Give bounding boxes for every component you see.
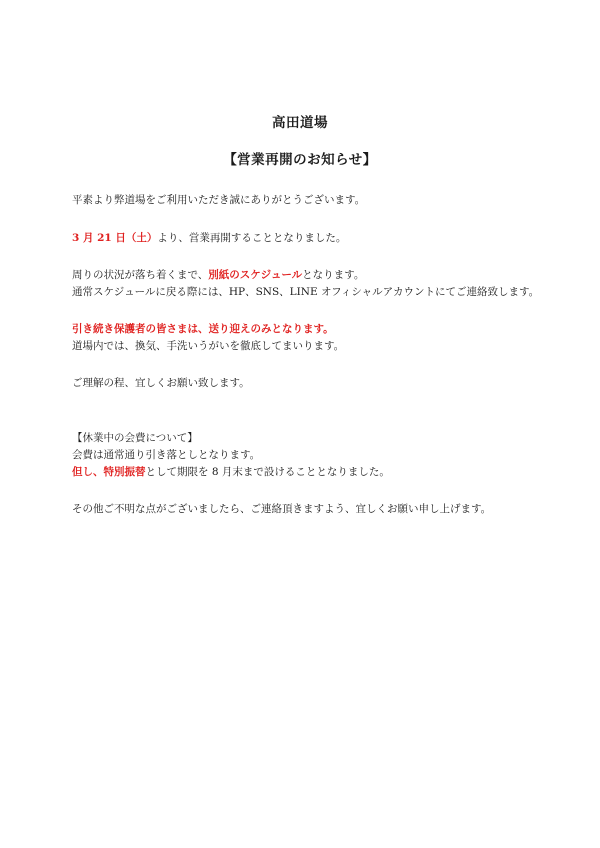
reopen-line [72, 231, 346, 245]
notice-heading: 【営業再開のお知らせ】 [223, 152, 377, 168]
understanding-line: ご理解の程、宜しくお願い致します。 [72, 377, 250, 389]
fee-line-2 [72, 465, 390, 479]
hygiene-line: 道場内では、換気、手洗いうがいを徹底してまいります。 [72, 340, 345, 352]
greeting-line: 平素より弊道場をご利用いただき誠にありがとうございます。 [72, 194, 366, 206]
schedule-pre: 周りの状況が落ち着くまで、 [72, 269, 209, 281]
schedule-post: となります。 [302, 269, 365, 281]
fee-section-heading: 【休業中の会費について】 [72, 432, 198, 444]
contact-line: 通常スケジュールに戻る際には、HP、SNS、LINE オフィシャルアカウントにてご連絡致します。 [72, 286, 540, 298]
schedule-highlight: 別紙のスケジュール [208, 269, 303, 281]
closing-line: その他ご不明な点がございましたら、ご連絡頂きますよう、宜しくお願い申し上げます。 [72, 503, 492, 515]
guardian-notice: 引き続き保護者の皆さまは、送り迎えのみとなります。 [72, 323, 334, 335]
fee-rest: として期限を 8 月末まで設けることとなりました。 [145, 466, 390, 478]
schedule-line [72, 268, 364, 282]
reopen-date: 3 月 21 日（土） [72, 232, 158, 244]
reopen-text: より、営業再開することとなりました。 [157, 232, 347, 244]
fee-highlight: 但し、特別振替 [72, 466, 146, 478]
fee-line-1: 会費は通常通り引き落としとなります。 [72, 449, 261, 461]
page-title: 高田道場 [272, 115, 328, 131]
